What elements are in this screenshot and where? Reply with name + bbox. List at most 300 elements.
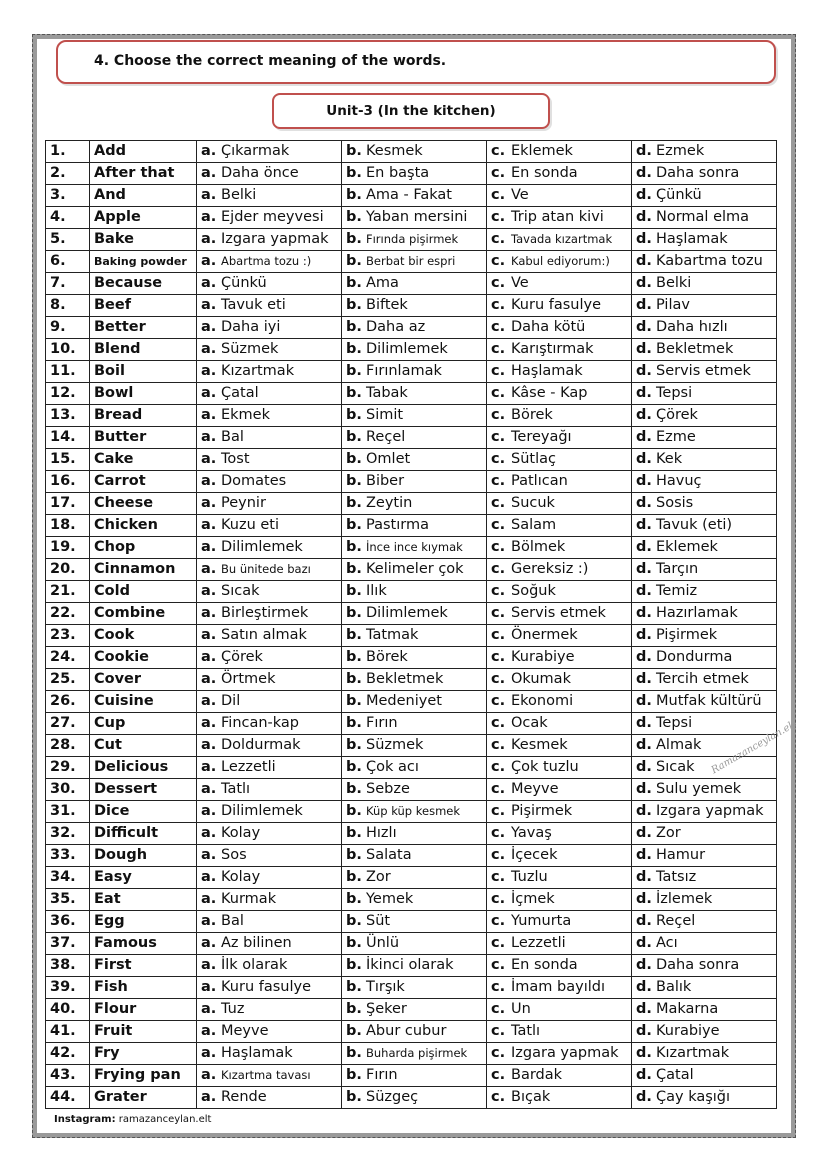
option-cell [487,581,632,603]
table-row [46,911,777,933]
english-word: Chicken [90,515,197,537]
option-letter: b. [346,1045,362,1061]
option-text: Fırın [366,1067,398,1083]
option-letter: b. [346,891,362,907]
option-cell [342,735,487,757]
option-text: Börek [366,649,408,665]
option-cell [487,251,632,273]
table-row [46,251,777,273]
option-text: İlk olarak [221,957,288,973]
option-letter: a. [201,451,217,467]
unit-title: Unit-3 (In the kitchen) [326,103,496,119]
option-cell [197,735,342,757]
option-letter: a. [201,803,217,819]
option-letter: b. [346,869,362,885]
option-cell [632,449,777,471]
option-cell [632,757,777,779]
option-cell [197,625,342,647]
option-letter: a. [201,891,217,907]
table-row [46,735,777,757]
option-cell [197,537,342,559]
option-cell [632,141,777,163]
option-letter: b. [346,693,362,709]
option-text: Bardak [511,1067,563,1083]
option-cell [632,647,777,669]
option-letter: d. [636,341,652,357]
option-cell [197,559,342,581]
row-number: 29. [46,757,90,779]
english-word: Dessert [90,779,197,801]
option-text: Reçel [366,429,406,445]
option-cell [342,603,487,625]
option-letter: b. [346,143,362,159]
option-cell [342,339,487,361]
option-letter: d. [636,429,652,445]
english-word: Bake [90,229,197,251]
option-cell [487,1087,632,1109]
row-number: 18. [46,515,90,537]
option-text: Şeker [366,1001,407,1017]
row-number: 16. [46,471,90,493]
option-text: Pastırma [366,517,429,533]
table-row [46,625,777,647]
option-text: Daha sonra [656,165,740,181]
option-cell [487,647,632,669]
table-row [46,889,777,911]
option-cell [487,867,632,889]
option-letter: d. [636,561,652,577]
option-cell [487,405,632,427]
option-letter: b. [346,495,362,511]
english-word: Bowl [90,383,197,405]
option-cell [342,757,487,779]
option-cell [197,955,342,977]
option-letter: c. [491,1045,506,1061]
option-text: Kolay [221,825,261,841]
option-cell [197,251,342,273]
option-text: Sulu yemek [656,781,742,797]
row-number: 1. [46,141,90,163]
option-text: Çay kaşığı [656,1089,731,1105]
option-text: Omlet [366,451,411,467]
english-word: Cinnamon [90,559,197,581]
option-text: Yavaş [511,825,552,841]
option-text: Ejder meyvesi [221,209,324,225]
option-letter: b. [346,649,362,665]
option-cell [197,361,342,383]
option-cell [487,537,632,559]
option-letter: d. [636,539,652,555]
english-word: Beef [90,295,197,317]
option-cell [197,449,342,471]
table-row [46,317,777,339]
option-cell [342,207,487,229]
option-cell [197,427,342,449]
english-word: Cover [90,669,197,691]
option-cell [487,163,632,185]
table-row [46,1021,777,1043]
option-text: İzlemek [656,891,713,907]
option-text: Acı [656,935,678,951]
unit-box [272,93,550,129]
option-text: Ekmek [221,407,271,423]
option-text: Tavuk (eti) [656,517,733,533]
option-text: Kurmak [221,891,277,907]
option-letter: b. [346,605,362,621]
option-text: Dil [221,693,241,709]
option-cell [632,603,777,625]
option-cell [342,955,487,977]
row-number: 10. [46,339,90,361]
option-cell [632,955,777,977]
option-text: Hazırlamak [656,605,738,621]
option-letter: d. [636,1023,652,1039]
option-letter: c. [491,759,506,775]
option-text: Zeytin [366,495,413,511]
english-word: Fish [90,977,197,999]
option-letter: d. [636,253,652,269]
option-text: Kuru fasulye [221,979,312,995]
option-cell [632,801,777,823]
table-row [46,955,777,977]
option-text: Tırşık [366,979,405,995]
option-cell [342,779,487,801]
option-text: Daha iyi [221,319,281,335]
option-text: Kuru fasulye [511,297,602,313]
option-letter: a. [201,605,217,621]
option-text: Bekletmek [656,341,734,357]
english-word: Cut [90,735,197,757]
option-text: Sebze [366,781,410,797]
option-letter: c. [491,847,506,863]
row-number: 28. [46,735,90,757]
option-letter: b. [346,231,362,247]
table-row [46,405,777,427]
option-letter: b. [346,759,362,775]
option-letter: b. [346,1023,362,1039]
option-text: Dondurma [656,649,733,665]
option-letter: b. [346,1067,362,1083]
option-letter: b. [346,385,362,401]
row-number: 23. [46,625,90,647]
english-word: Fruit [90,1021,197,1043]
option-text: Daha kötü [511,319,586,335]
table-row [46,691,777,713]
option-letter: c. [491,605,506,621]
option-text: Hızlı [366,825,397,841]
table-row [46,383,777,405]
option-cell [197,1087,342,1109]
option-cell [342,933,487,955]
option-cell [197,207,342,229]
option-text: Dilimlemek [221,803,303,819]
english-word: Chop [90,537,197,559]
option-text: Balık [656,979,692,995]
option-text: Tavada kızartmak [511,232,613,246]
option-cell [342,581,487,603]
option-text: Yaban mersini [366,209,468,225]
option-cell [487,427,632,449]
instruction-title: 4. Choose the correct meaning of the words. [94,53,447,69]
option-letter: c. [491,913,506,929]
option-letter: d. [636,737,652,753]
option-cell [632,185,777,207]
option-text: Fincan-kap [221,715,300,731]
option-cell [342,141,487,163]
table-row [46,141,777,163]
option-text: En başta [366,165,430,181]
option-letter: b. [346,319,362,335]
english-word: Cookie [90,647,197,669]
table-row [46,933,777,955]
option-cell [632,911,777,933]
option-text: Tabak [366,385,408,401]
table-row [46,163,777,185]
option-letter: b. [346,561,362,577]
option-cell [632,339,777,361]
option-text: Belki [656,275,692,291]
table-row [46,603,777,625]
vocabulary-table [45,140,777,1109]
option-text: Tost [221,451,250,467]
option-cell [487,383,632,405]
option-letter: c. [491,143,506,159]
table-row [46,845,777,867]
english-word: Combine [90,603,197,625]
option-letter: a. [201,253,217,269]
option-cell [342,823,487,845]
option-text: Süt [366,913,391,929]
option-letter: a. [201,671,217,687]
row-number: 43. [46,1065,90,1087]
row-number: 5. [46,229,90,251]
option-text: Satın almak [221,627,307,643]
option-text: Kurabiye [511,649,575,665]
option-letter: a. [201,649,217,665]
option-text: Çatal [656,1067,694,1083]
option-cell [487,185,632,207]
table-row [46,295,777,317]
option-text: Peynir [221,495,266,511]
option-letter: d. [636,1045,652,1061]
option-cell [487,603,632,625]
option-letter: a. [201,473,217,489]
option-text: Sıcak [221,583,260,599]
option-text: Ünlü [366,935,400,951]
option-cell [342,493,487,515]
option-text: Soğuk [511,583,556,599]
english-word: Blend [90,339,197,361]
option-letter: c. [491,627,506,643]
table-row [46,185,777,207]
option-letter: d. [636,869,652,885]
option-cell [197,691,342,713]
option-cell [197,669,342,691]
english-word: Cuisine [90,691,197,713]
option-text: İçecek [511,847,558,863]
row-number: 27. [46,713,90,735]
option-text: Tereyağı [511,429,572,445]
table-row [46,581,777,603]
option-text: Kesmek [366,143,423,159]
option-text: Trip atan kivi [511,209,604,225]
option-letter: a. [201,869,217,885]
english-word: Better [90,317,197,339]
option-text: Pişirmek [656,627,718,643]
option-text: Daha az [366,319,426,335]
option-cell [342,449,487,471]
option-text: Çörek [656,407,698,423]
row-number: 44. [46,1087,90,1109]
row-number: 4. [46,207,90,229]
option-text: Ekonomi [511,693,574,709]
option-cell [487,625,632,647]
table-row [46,779,777,801]
option-letter: b. [346,539,362,555]
option-cell [487,889,632,911]
option-cell [197,823,342,845]
option-text: Önermek [511,627,578,643]
option-letter: c. [491,693,506,709]
option-letter: d. [636,913,652,929]
option-letter: d. [636,1089,652,1105]
option-cell [197,295,342,317]
english-word: Fry [90,1043,197,1065]
option-text: Haşlamak [511,363,583,379]
option-text: Ve [511,187,529,203]
option-cell [487,999,632,1021]
option-cell [342,1021,487,1043]
option-text: Tuz [221,1001,245,1017]
option-cell [342,801,487,823]
option-text: Bölmek [511,539,566,555]
option-letter: c. [491,517,506,533]
option-letter: a. [201,187,217,203]
option-cell [632,977,777,999]
option-text: Meyve [511,781,559,797]
option-letter: d. [636,759,652,775]
option-text: Ama - Fakat [366,187,452,203]
row-number: 41. [46,1021,90,1043]
option-letter: c. [491,671,506,687]
option-text: Havuç [656,473,702,489]
option-cell [632,581,777,603]
option-letter: c. [491,803,506,819]
option-letter: b. [346,737,362,753]
option-letter: b. [346,209,362,225]
english-word: Cook [90,625,197,647]
option-letter: b. [346,627,362,643]
row-number: 6. [46,251,90,273]
table-row [46,647,777,669]
option-text: Lezzetli [221,759,276,775]
option-letter: c. [491,319,506,335]
option-letter: c. [491,385,506,401]
option-text: Az bilinen [221,935,292,951]
footer-handle: ramazanceylan.elt [118,1114,212,1125]
option-cell [632,493,777,515]
table-row [46,537,777,559]
option-letter: d. [636,693,652,709]
option-letter: a. [201,825,217,841]
option-text: İmam bayıldı [511,979,605,995]
option-text: Ama [366,275,399,291]
english-word: Boil [90,361,197,383]
option-text: Çok tuzlu [511,759,579,775]
option-text: Örtmek [221,671,276,687]
option-letter: b. [346,825,362,841]
option-cell [197,801,342,823]
option-letter: b. [346,715,362,731]
option-text: Makarna [656,1001,719,1017]
option-text: Abartma tozu :) [221,254,312,268]
option-letter: d. [636,583,652,599]
option-cell [342,1087,487,1109]
table-row [46,207,777,229]
option-cell [487,911,632,933]
option-letter: b. [346,913,362,929]
option-letter: b. [346,583,362,599]
option-cell [632,537,777,559]
option-cell [487,735,632,757]
row-number: 19. [46,537,90,559]
table-row [46,339,777,361]
option-cell [632,889,777,911]
option-text: Tarçın [656,561,699,577]
option-text: Fırın [366,715,398,731]
option-text: Rende [221,1089,267,1105]
option-text: Tatlı [511,1023,541,1039]
option-letter: a. [201,913,217,929]
option-cell [632,515,777,537]
option-cell [342,273,487,295]
option-cell [487,295,632,317]
row-number: 12. [46,383,90,405]
option-cell [487,823,632,845]
option-cell [197,933,342,955]
row-number: 39. [46,977,90,999]
option-text: Tatlı [221,781,251,797]
row-number: 33. [46,845,90,867]
option-cell [197,581,342,603]
option-text: Daha hızlı [656,319,728,335]
option-letter: b. [346,957,362,973]
option-cell [487,669,632,691]
option-letter: a. [201,935,217,951]
option-cell [487,1043,632,1065]
option-cell [632,1043,777,1065]
option-letter: b. [346,781,362,797]
option-cell [487,691,632,713]
option-cell [632,361,777,383]
option-cell [197,845,342,867]
option-text: Süzmek [221,341,279,357]
option-letter: b. [346,1089,362,1105]
option-cell [197,867,342,889]
option-letter: b. [346,671,362,687]
option-cell [342,471,487,493]
option-letter: b. [346,517,362,533]
option-cell [342,251,487,273]
option-cell [342,383,487,405]
option-text: Yemek [366,891,414,907]
option-letter: c. [491,715,506,731]
table-row [46,1065,777,1087]
option-text: Fırınlamak [366,363,442,379]
option-text: İkinci olarak [366,957,454,973]
option-letter: c. [491,407,506,423]
option-letter: a. [201,759,217,775]
